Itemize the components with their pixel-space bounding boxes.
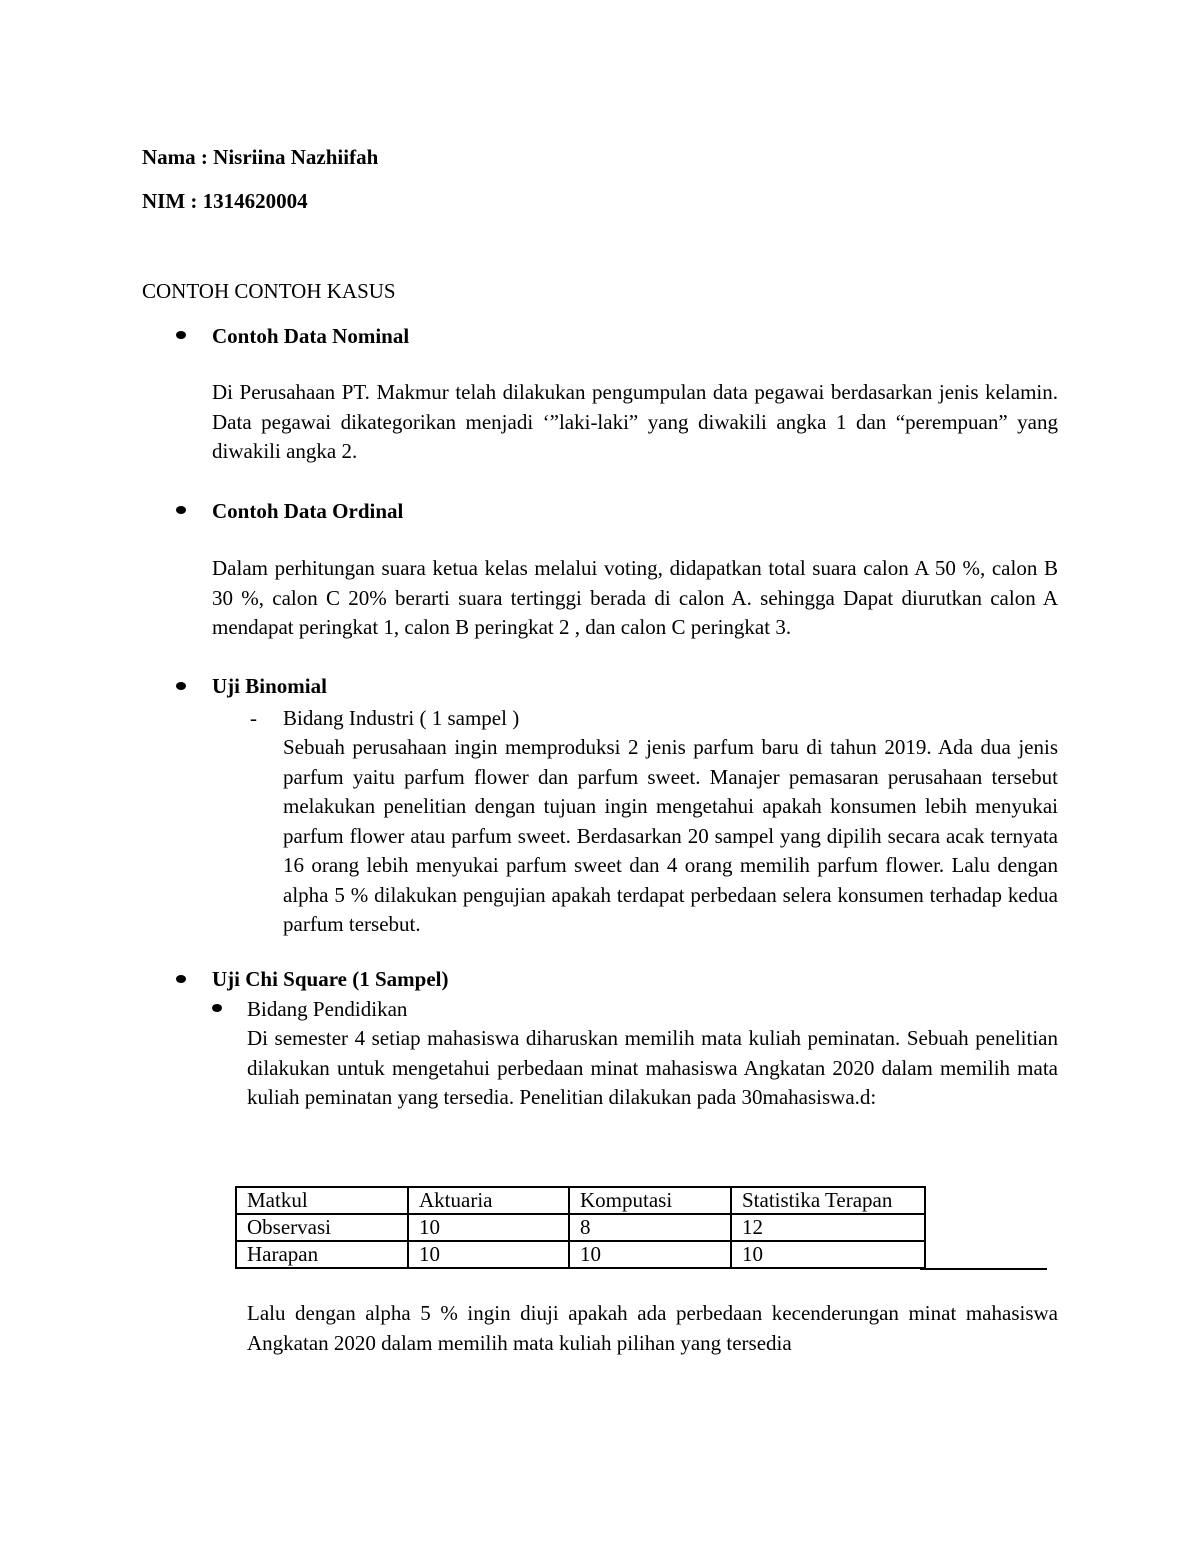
bullet-icon [176,331,186,339]
sub-item-pendidikan: Bidang Pendidikan [247,997,408,1021]
table-header-row [236,1187,925,1214]
bullet-icon [176,506,186,514]
table-cell: 12 [731,1214,925,1241]
table-cell: 10 [731,1241,925,1268]
section-paragraph-chi-square [247,1024,1058,1113]
table-header-cell: Statistika Terapan [731,1187,925,1214]
table-cell: Observasi [236,1214,408,1241]
table-cell: 8 [569,1214,731,1241]
table-header-cell: Aktuaria [408,1187,569,1214]
observation-table [235,1186,926,1269]
closing-paragraph [247,1299,1058,1358]
page-title: CONTOH CONTOH KASUS [142,279,396,303]
student-name: Nama : Nisriina Nazhiifah [142,145,379,169]
paragraph-text: Di Perusahaan PT. Makmur telah dilakukan pengumpulan data pegawai berdasarkan jenis kelamin. Data pegawai dikategorikan menjadi ‘”laki-laki” yang diwakili angka 1 dan “perempuan” yang diwakili angka 2. [212,380,1058,463]
paragraph-text: Di semester 4 setiap mahasiswa diharuskan memilih mata kuliah peminatan. Sebuah penelitian dilakukan untuk mengetahui perbedaan minat mahasiswa Angkatan 2020 dalam memilih mata kuliah peminatan yang tersedia. Penelitian dilakukan pada 30mahasiswa.d: [247,1026,1058,1109]
paragraph-text: Sebuah perusahaan ingin memproduksi 2 jenis parfum baru di tahun 2019. Ada dua jenis parfum yaitu parfum flower dan parfum sweet. Manajer pemasaran perusahaan tersebut melakukan penelitian dengan tujuan ingin mengetahui apakah konsumen lebih menyukai parfum flower atau parfum sweet. Berdasarkan 20 sampel yang dipilih secara acak ternyata 16 orang lebih menyukai parfum sweet dan 4 orang memilih parfum flower. Lalu dengan alpha 5 % dilakukan pengujian apakah terdapat perbedaan selera konsumen terhadap kedua parfum tersebut. [283,735,1058,936]
section-heading-chi-square: Uji Chi Square (1 Sampel) [212,967,449,991]
dash-icon: - [250,706,257,730]
table-header-cell: Komputasi [569,1187,731,1214]
table-cell: 10 [408,1241,569,1268]
paragraph-text: Dalam perhitungan suara ketua kelas melalui voting, didapatkan total suara calon A 50 %, calon B 30 %, calon C 20% berarti suara tertinggi berada di calon A. sehingga Dapat diurutkan calon A mendapat peringkat 1, calon B peringkat 2 , dan calon C peringkat 3. [212,556,1058,639]
paragraph-text: Lalu dengan alpha 5 % ingin diuji apakah ada perbedaan kecenderungan minat mahasiswa Angkatan 2020 dalam memilih mata kuliah pilihan yang tersedia [247,1301,1058,1355]
table-cell: Harapan [236,1241,408,1268]
student-nim: NIM : 1314620004 [142,189,308,213]
bullet-icon [176,682,186,690]
table-underline [920,1268,1047,1270]
table-cell: 10 [408,1214,569,1241]
table-header-cell: Matkul [236,1187,408,1214]
section-heading-ordinal: Contoh Data Ordinal [212,499,404,523]
section-paragraph-ordinal [212,554,1058,643]
section-paragraph-nominal [212,378,1058,467]
section-heading-nominal: Contoh Data Nominal [212,324,410,348]
section-heading-binomial: Uji Binomial [212,674,327,698]
table-row [236,1214,925,1241]
bullet-icon [212,1004,222,1012]
sub-item-industri: Bidang Industri ( 1 sampel ) [283,706,520,730]
table-row [236,1241,925,1268]
bullet-icon [176,975,186,983]
section-paragraph-binomial [283,733,1058,940]
table-cell: 10 [569,1241,731,1268]
